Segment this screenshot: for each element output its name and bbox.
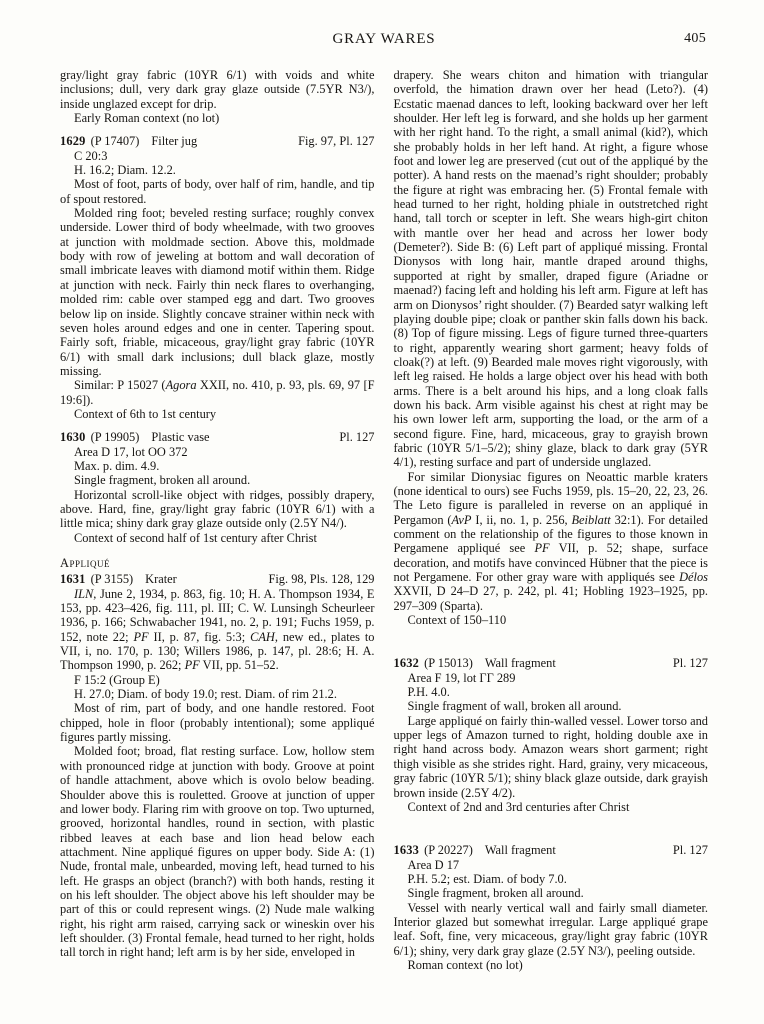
section-heading: Appliqué [60, 556, 110, 570]
detail-line: Roman context (no lot) [407, 957, 523, 972]
detail-line: C 20:3 [74, 148, 108, 163]
paragraph: ILN, June 2, 1934, p. 863, fig. 10; H. A. Thompson 1934, E 153, pp. 423–426, fig. 111, pl. III; C. W. Lunsingh Scheurleer 1936, p. 166; Schwabacher 1941, no. 2, p. 191; Fuchs 1959, p. 152, note 22; PF II, p. 87, fig. 5:3; CAH, new ed., plates to VII, i, no. 170, p. 130; Willers 1986, p. 147, pl. 28:6; H. A. Thompson 1990, p. 262; PF VII, pp. 51–52. [60, 586, 375, 673]
entry-title: Plastic vase [151, 430, 210, 445]
detail-line: P.H. 4.0. [407, 685, 450, 700]
entry-heading [394, 656, 709, 670]
entry-heading [60, 430, 375, 444]
figure-plate-ref: Fig. 98, Pls. 128, 129 [268, 572, 375, 587]
entry-heading [60, 572, 375, 586]
detail-line: Area D 17, lot OO 372 [74, 444, 188, 459]
page-number: 405 [684, 31, 706, 46]
catalog-number: 1629 [60, 134, 86, 149]
catalog-number: 1632 [393, 656, 420, 671]
running-head [60, 30, 708, 52]
text-columns [60, 68, 708, 972]
catalog-number: 1630 [60, 430, 86, 445]
detail-line: H. 16.2; Diam. 12.2. [74, 163, 176, 178]
detail-line: Context of second half of 1st century after Christ [74, 530, 317, 545]
entry-heading [394, 843, 709, 857]
catalog-number: 1633 [393, 843, 420, 858]
paragraph: For similar Dionysiac figures on Neoattic marble kraters (none identical to ours) see Fuchs 1959, pls. 15–20, 22, 23, 26. The Leto figure is paralleled in reverse on an appliqué in Pergamon (AvP I, ii, no. 1, p. 256, Beiblatt 32:1). For detailed comment on the relationship of the figures to those known in Pergamene appliqué see PF VII, p. 52; shape, surface decoration, and motifs have convinced Hübner that the piece is not Pergamene. For other gray ware with appliqués see Délos XXVII, D 24–D 27, p. 242, pl. 41; Hobling 1923–1925, pp. 297–309 (Sparta). [393, 469, 708, 613]
inventory-number: (P 17407) [90, 134, 140, 149]
detail-line: Single fragment of wall, broken all around. [407, 699, 622, 714]
inventory-number: (P 15013) [424, 656, 473, 671]
paragraph: Molded ring foot; beveled resting surface; roughly convex underside. Lower third of body wheelmade, with two grooves at junction with moldmade section. Above this, moldmade body with row of jeweling at bottom and wall decoration of small imbricate leaves with diamond motif within them. Ridge at junction with neck. Fairly thin neck flares to overhanging, molded rim: cable over stamped egg and dart. Two grooves below lip on inside. Slightly concave strainer within neck with seven holes around edges and one in center. Tapering spout. Fairly soft, friable, micaceous, gray/light gray fabric (10YR 6/1) with small dark inclusions; dull black glaze, mostly missing. [60, 206, 375, 378]
detail-line: Single fragment, broken all around. [74, 473, 251, 488]
paragraph: Horizontal scroll-like object with ridges, possibly drapery, above. Hard, fine, gray/light gray fabric (10YR 6/1) with a little mica; shiny dark gray glaze outside only (2.5Y N4/). [60, 487, 375, 531]
inventory-number: (P 3155) [90, 572, 134, 587]
figure-plate-ref: Pl. 127 [672, 656, 708, 671]
paragraph: Most of foot, parts of body, over half of rim, handle, and tip of spout restored. [60, 177, 375, 206]
detail-line: Context of 150–110 [407, 613, 507, 628]
entry-heading [60, 134, 375, 148]
right-column [394, 68, 709, 972]
paragraph: Molded foot; broad, flat resting surface. Low, hollow stem with pronounced ridge at junction with body. Groove at point of handle attachment, above which is ovolo below beading. Shoulder above this is rouletted. Groove at junction of upper and lower body. Flaring rim with groove on top. Two upturned, grooved, horizontal handles, round in section, with plastic ribbed leaves at each base and lion head below each attachment. Nine appliqué figures on upper body. Side A: (1) Nude, frontal male, unbearded, moving left, head turned to his left. He grasps an object (branch?) with both hands, resting it on his left shoulder. The object above his left shoulder may be part of this or could represent wings. (2) Nude male walking right, his right arm raised, carrying sack or wineskin over his left shoulder. (3) Frontal female, head turned to her right, holds tall torch in right hand; left arm is by her side, enveloped in [60, 744, 375, 960]
detail-line: Early Roman context (no lot) [74, 111, 220, 126]
entry-title: Wall fragment [484, 843, 556, 858]
paragraph: Large appliqué on fairly thin-walled vessel. Lower torso and upper legs of Amazon turned to right, holding double axe in right hand across body. Amazon wears short garment; right thigh visible as she strides right. Hard, grainy, very micaceous, gray fabric (10YR 5/1); shiny black glaze outside, dark grayish brown inside (2.5Y 4/2). [393, 713, 708, 800]
continued-paragraph: drapery. She wears chiton and himation with triangular overfold, the himation drawn over her head (Leto?). (4) Ecstatic maenad dances to left, looking backward over her left shoulder. Her left leg is forward, and she holds up her garment with her right hand. To the right, a small animal (kid?), which she probably holds in her left hand. At right, a figure whose foot and lower leg are preserved (cut out of the appliqué by the potter). A hand rests on the maenad’s right shoulder; probably the figure at right was embracing her. (5) Frontal female with head turned to her right, holding phiale in outstretched right hand, tall torch or scepter in left. She wears high-girt chiton with mantle over her head and across her lower body (Demeter?). Side B: (6) Left part of appliqué missing. Frontal Dionysos with long hair, mantle draped around thighs, supported at right by smaller, draped figure (Ariadne or maenad?) facing left and holding his left arm. Figure at left has arm on Dionysos’ right shoulder. (7) Bearded satyr walking left playing double pipe; cloak or panther skin falls down his back. (8) Top of figure missing. Legs of figure turned three-quarters to right, apparently wearing short garment; heavy folds of cloak(?) at left. (9) Bearded male moves right vigorously, with left leg raised. He holds a large object over his head with both arms. There is a belt around his hips, and a long cloak falls down his back. Arm visible against his chest at right may be his own lower left arm, supporting the load, or the arm of a second figure. Fine, hard, micaceous, gray to grayish brown fabric (10YR 5/1–5/2); shiny glaze, black to dark gray (5YR 4/1), resting surface and part of underside unglazed. [393, 68, 708, 470]
detail-line: P.H. 5.2; est. Diam. of body 7.0. [407, 871, 567, 886]
detail-line: Single fragment, broken all around. [407, 886, 584, 901]
paragraph: Vessel with nearly vertical wall and fairly small diameter. Interior glazed but somewhat irregular. Large appliqué grape leaf. Soft, fine, very micaceous, gray/light gray fabric (10YR 6/1); shiny, very dark gray glaze (2.5Y N3/), peeling outside. [393, 900, 708, 958]
catalog-number: 1631 [60, 572, 86, 587]
paragraph: Similar: P 15027 (Agora XXII, no. 410, p. 93, pls. 69, 97 [F 19:6]). [60, 378, 375, 407]
figure-plate-ref: Pl. 127 [339, 430, 375, 445]
running-head-title: GRAY WARES [332, 31, 436, 47]
entry-title: Krater [145, 572, 177, 587]
left-column [60, 68, 375, 972]
entry-title: Filter jug [151, 134, 198, 149]
detail-line: Context of 2nd and 3rd centuries after Christ [407, 799, 630, 814]
continued-paragraph: gray/light gray fabric (10YR 6/1) with voids and white inclusions; dull, very dark gray glaze outside (7.5YR N3/), inside unglazed except for drip. [60, 68, 375, 111]
inventory-number: (P 19905) [90, 430, 140, 445]
entry-title: Wall fragment [484, 656, 556, 671]
inventory-number: (P 20227) [424, 843, 473, 858]
detail-line: Area D 17 [407, 857, 460, 872]
detail-line: F 15:2 (Group E) [74, 672, 160, 687]
detail-line: H. 27.0; Diam. of body 19.0; rest. Diam. of rim 21.2. [74, 687, 337, 702]
figure-plate-ref: Fig. 97, Pl. 127 [298, 134, 375, 149]
detail-line: Max. p. dim. 4.9. [74, 458, 160, 473]
detail-line: Area F 19, lot ΓΓ 289 [407, 670, 516, 685]
figure-plate-ref: Pl. 127 [672, 843, 708, 858]
paragraph: Most of rim, part of body, and one handle restored. Foot chipped, hole in floor (probably intentional); some appliqué figures partly missing. [60, 701, 375, 745]
detail-line: Context of 6th to 1st century [74, 406, 217, 421]
